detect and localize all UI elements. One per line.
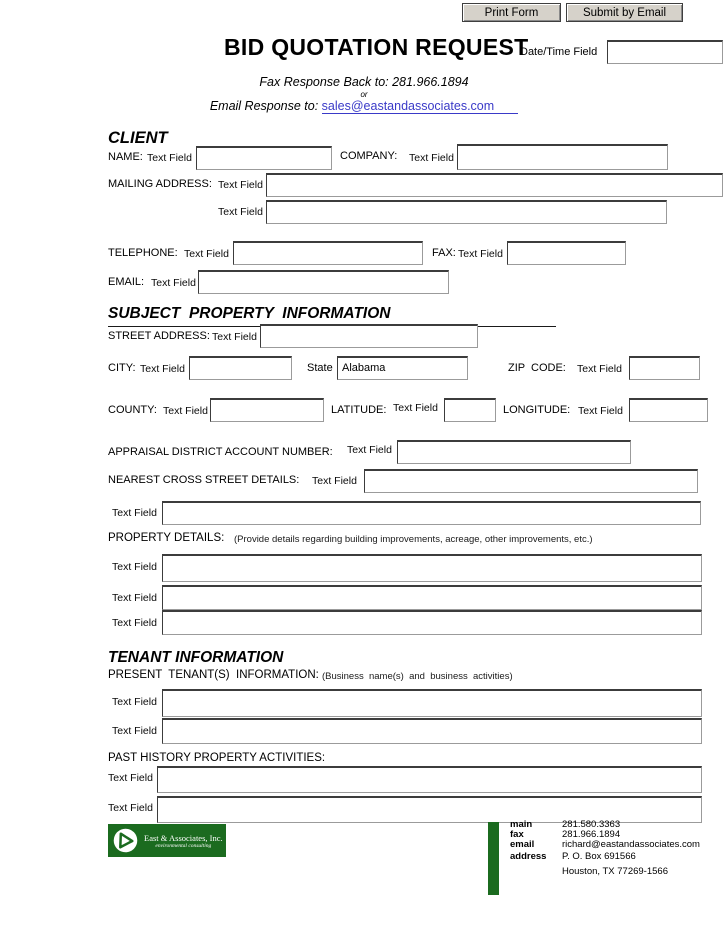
present-tenant-label: PRESENT TENANT(S) INFORMATION: (108, 669, 319, 681)
contact-fax-label: fax (510, 829, 524, 840)
contact-row-email (510, 840, 700, 850)
state-select[interactable]: Alabama (337, 356, 468, 380)
datetime-label: Date/Time Field (520, 46, 598, 58)
text-field-tag: Text Field (151, 277, 196, 289)
text-field-tag: Text Field (312, 475, 357, 487)
section-heading-subject-property: SUBJECT PROPERTY INFORMATION (108, 305, 391, 322)
logo-triangle-icon (113, 828, 138, 853)
company-tagline: environmental consulting (155, 842, 212, 849)
cross-street-details-input[interactable] (162, 501, 701, 525)
present-tenant-input-1[interactable] (162, 689, 702, 717)
zip-code-label: ZIP CODE: (508, 362, 566, 374)
contact-row-address-2 (510, 867, 700, 877)
fax-response-line: Fax Response Back to: 281.966.1894 (259, 75, 469, 89)
appraisal-account-input[interactable] (397, 440, 631, 464)
text-field-tag: Text Field (112, 617, 157, 629)
text-field-tag: Text Field (577, 363, 622, 375)
city-label: CITY: (108, 362, 136, 374)
datetime-input[interactable] (607, 40, 723, 64)
contact-main-label: main (510, 819, 533, 830)
text-field-tag: Text Field (112, 561, 157, 573)
text-field-tag: Text Field (108, 802, 153, 814)
property-details-input-3[interactable] (162, 610, 702, 635)
mailing-address-input-1[interactable] (266, 173, 723, 197)
text-field-tag: Text Field (393, 402, 438, 414)
latitude-input[interactable] (444, 398, 496, 422)
name-label: NAME: (108, 151, 143, 163)
street-address-label: STREET ADDRESS: (108, 330, 210, 342)
street-address-input[interactable] (260, 324, 478, 348)
section-heading-client: CLIENT (108, 129, 168, 147)
longitude-input[interactable] (629, 398, 708, 422)
text-field-tag: Text Field (218, 179, 263, 191)
text-field-tag: Text Field (112, 696, 157, 708)
property-details-hint: (Provide details regarding building improvements, acreage, other improvements, etc.) (234, 534, 593, 545)
text-field-tag: Text Field (140, 363, 185, 375)
or-separator: or (360, 90, 368, 99)
contact-address-value-2: Houston, TX 77269-1566 (562, 866, 668, 877)
print-form-button[interactable]: Print Form (462, 3, 561, 22)
mailing-address-label: MAILING ADDRESS: (108, 178, 212, 190)
text-field-tag: Text Field (184, 248, 229, 260)
text-field-tag: Text Field (112, 725, 157, 737)
contact-main-value: 281.580.3363 (562, 819, 621, 830)
contact-address-value-1: P. O. Box 691566 (562, 851, 636, 862)
telephone-input[interactable] (233, 241, 423, 265)
property-details-input-2[interactable] (162, 585, 702, 610)
past-history-label: PAST HISTORY PROPERTY ACTIVITIES: (108, 752, 326, 764)
text-field-tag: Text Field (458, 248, 503, 260)
section-heading-tenant: TENANT INFORMATION (108, 649, 284, 666)
contact-address-spacer (510, 867, 562, 877)
contact-address-label: address (510, 851, 547, 862)
company-logo (108, 824, 226, 857)
text-field-tag: Text Field (163, 405, 208, 417)
submit-by-email-button[interactable]: Submit by Email (566, 3, 683, 22)
past-history-input-2[interactable] (157, 796, 702, 823)
zip-code-input[interactable] (629, 356, 700, 380)
contact-email-value: richard@eastandassociates.com (562, 839, 700, 850)
latitude-label: LATITUDE: (331, 404, 387, 416)
name-input[interactable] (196, 146, 332, 170)
past-history-input-1[interactable] (157, 766, 702, 793)
text-field-tag: Text Field (147, 152, 192, 164)
client-email-input[interactable] (198, 270, 449, 294)
email-link[interactable]: sales@eastandassociates.com (322, 99, 519, 114)
cross-street-label: NEAREST CROSS STREET DETAILS: (108, 474, 300, 486)
company-name: East & Associates, Inc. (144, 832, 223, 843)
email-label: EMAIL: (108, 276, 145, 288)
present-tenant-input-2[interactable] (162, 718, 702, 744)
fax-input[interactable] (507, 241, 626, 265)
county-input[interactable] (210, 398, 324, 422)
fax-label: FAX: (432, 247, 456, 259)
company-label: COMPANY: (340, 150, 398, 162)
email-response-line (0, 99, 728, 113)
page-title: BID QUOTATION REQUEST (224, 34, 529, 60)
property-details-label: PROPERTY DETAILS: (108, 532, 225, 544)
text-field-tag: Text Field (108, 772, 153, 784)
contact-email-label: email (510, 839, 535, 850)
contact-fax-value: 281.966.1894 (562, 829, 621, 840)
text-field-tag: Text Field (409, 152, 454, 164)
city-input[interactable] (189, 356, 292, 380)
cross-street-input[interactable] (364, 469, 698, 493)
property-details-input-1[interactable] (162, 554, 702, 582)
county-label: COUNTY: (108, 404, 157, 416)
text-field-tag: Text Field (578, 405, 623, 417)
email-response-label: Email Response to: (209, 99, 322, 113)
mailing-address-input-2[interactable] (266, 200, 667, 224)
text-field-tag: Text Field (347, 444, 392, 456)
text-field-tag: Text Field (218, 206, 263, 218)
footer-contact-block (510, 820, 700, 877)
longitude-label: LONGITUDE: (503, 404, 571, 416)
text-field-tag: Text Field (112, 507, 157, 519)
company-input[interactable] (457, 144, 668, 170)
contact-row-address (510, 852, 700, 862)
appraisal-account-label: APPRAISAL DISTRICT ACCOUNT NUMBER: (108, 446, 333, 458)
text-field-tag: Text Field (112, 592, 157, 604)
telephone-label: TELEPHONE: (108, 247, 178, 259)
text-field-tag: Text Field (212, 331, 257, 343)
present-tenant-hint: (Business name(s) and business activities) (322, 671, 513, 682)
footer-accent-bar (488, 822, 499, 895)
state-label: State (307, 362, 333, 374)
logo-text (144, 833, 223, 849)
